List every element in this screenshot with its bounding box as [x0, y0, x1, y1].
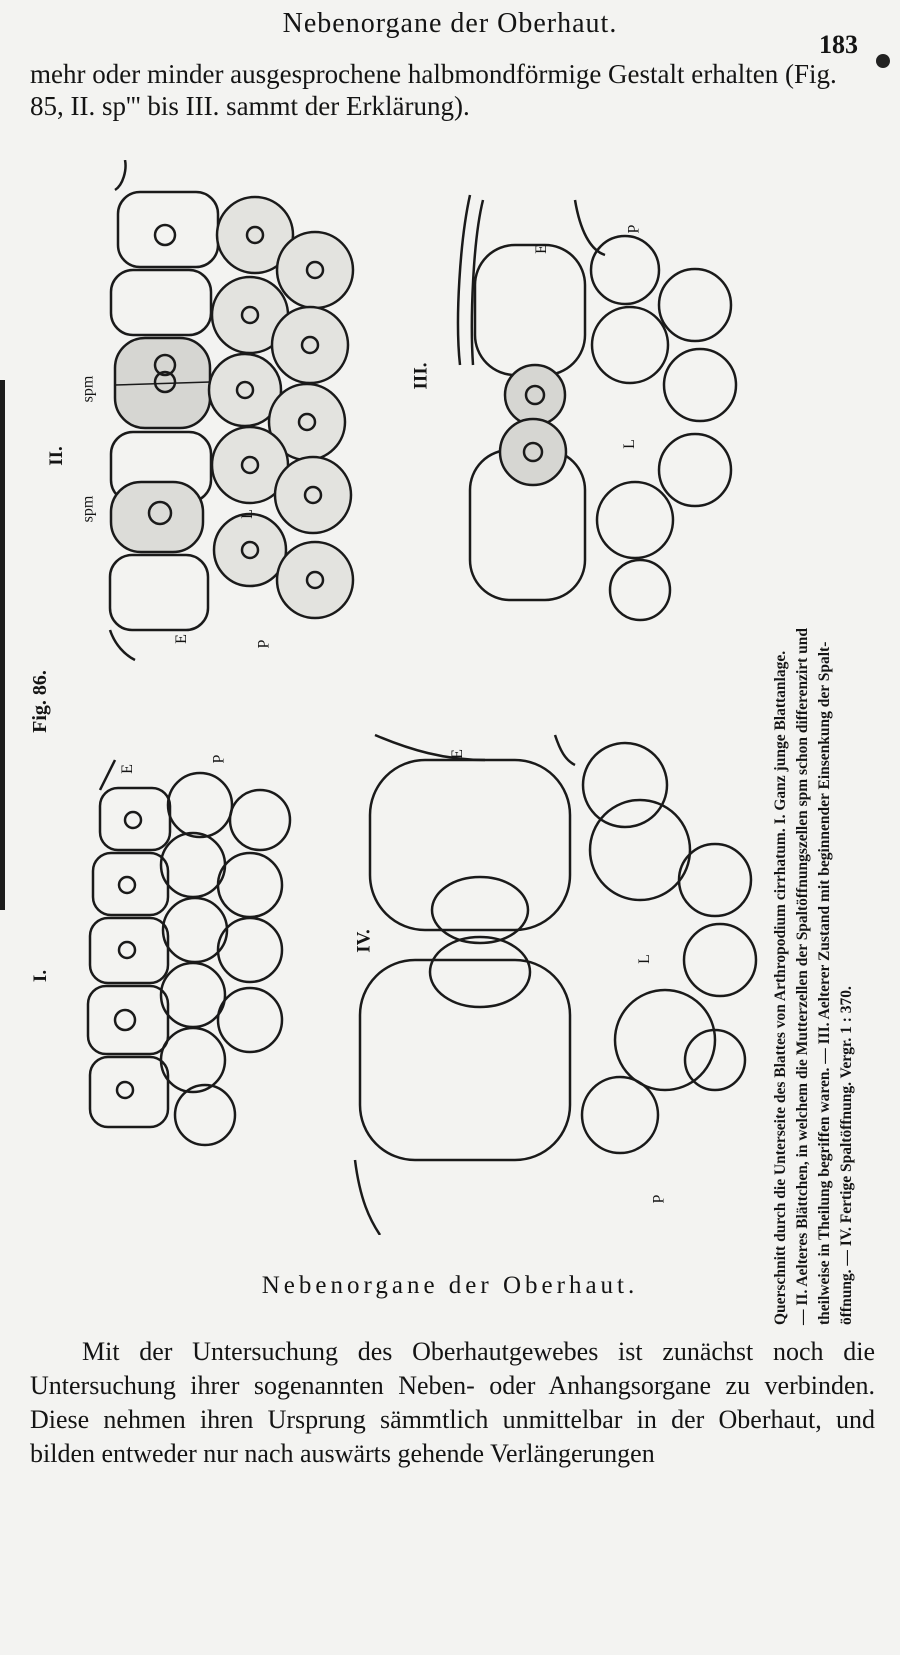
figure-number-label: Fig. 86.	[28, 670, 51, 733]
ink-blot	[876, 54, 890, 68]
caption-line-2: — II. Aelteres Blättchen, in welchem die Mutterzellen der Spaltöffnungszellen spm schon differenzirt und	[794, 627, 811, 1325]
figure-illustration	[15, 160, 885, 1235]
caption-line-3: theilweise in Theilung begriffen waren. — III. Aelterer Zustand mit beginnender Einsenkung der Spalt-	[816, 641, 833, 1325]
label-l-ii: L	[238, 509, 256, 519]
panel-ii-parenchyma	[209, 197, 353, 618]
panel-label-ii: II.	[45, 446, 67, 466]
label-e-i: E	[118, 764, 136, 774]
panel-label-i: I.	[30, 969, 52, 983]
section-heading: Nebenorgane der Oberhaut.	[261, 1272, 639, 1299]
page-edge-shadow	[0, 380, 5, 910]
page-number: 183	[819, 30, 858, 59]
panel-iv-epidermis	[355, 735, 575, 1235]
continued-paragraph-text: mehr oder minder ausgesprochene halbmondförmige Gestalt erhalten (Fig. 85, II. sp''' bis III. sammt der Erklärung).	[30, 59, 837, 121]
running-head: Nebenorgane der Oberhaut.	[282, 8, 618, 39]
label-p-i: P	[210, 754, 228, 764]
label-e-iii: E	[532, 244, 550, 254]
panel-ii-epidermis	[110, 160, 218, 660]
label-p-ii: P	[255, 639, 273, 649]
panel-i-epidermis	[88, 760, 170, 1127]
label-e-ii: E	[172, 634, 190, 644]
label-l-iv: L	[635, 954, 653, 964]
label-l-iii: L	[620, 439, 638, 449]
caption-line-4: öffnung. — IV. Fertige Spaltöffnung. Vergr. 1 : 370.	[838, 986, 855, 1325]
label-e-iv: E	[448, 749, 466, 759]
panel-iv-guard-cells	[430, 877, 530, 1007]
panel-label-iii: III.	[410, 362, 432, 390]
panel-iii-parenchyma	[591, 236, 736, 620]
body-paragraph-text: Mit der Untersuchung des Oberhautgewebes ist zunächst noch die Untersuchung ihrer sogenannten Neben- oder Anhangsorgane zu verbinden. Diese nehmen ihren Ursprung sämmtlich unmittelbar in der Oberhaut, und bilden entweder nur nach auswärts gehende Verlängerungen	[30, 1337, 875, 1468]
caption-line-1: Querschnitt durch die Unterseite des Blattes von Arthropodium cirrhatum. I. Ganz junge Blattanlage.	[772, 650, 789, 1325]
label-spm-upper: spm	[79, 375, 97, 403]
panel-iv-parenchyma	[582, 743, 756, 1153]
continued-paragraph	[30, 58, 870, 122]
label-p-iv: P	[650, 1194, 668, 1204]
panel-iii-guard-cells	[500, 365, 566, 485]
label-spm-lower: spm	[79, 495, 97, 523]
panel-label-iv: IV.	[353, 929, 375, 953]
panel-i-parenchyma	[161, 773, 290, 1145]
label-p-iii: P	[625, 224, 643, 234]
figure-caption	[770, 275, 858, 1325]
body-paragraph	[30, 1335, 875, 1471]
